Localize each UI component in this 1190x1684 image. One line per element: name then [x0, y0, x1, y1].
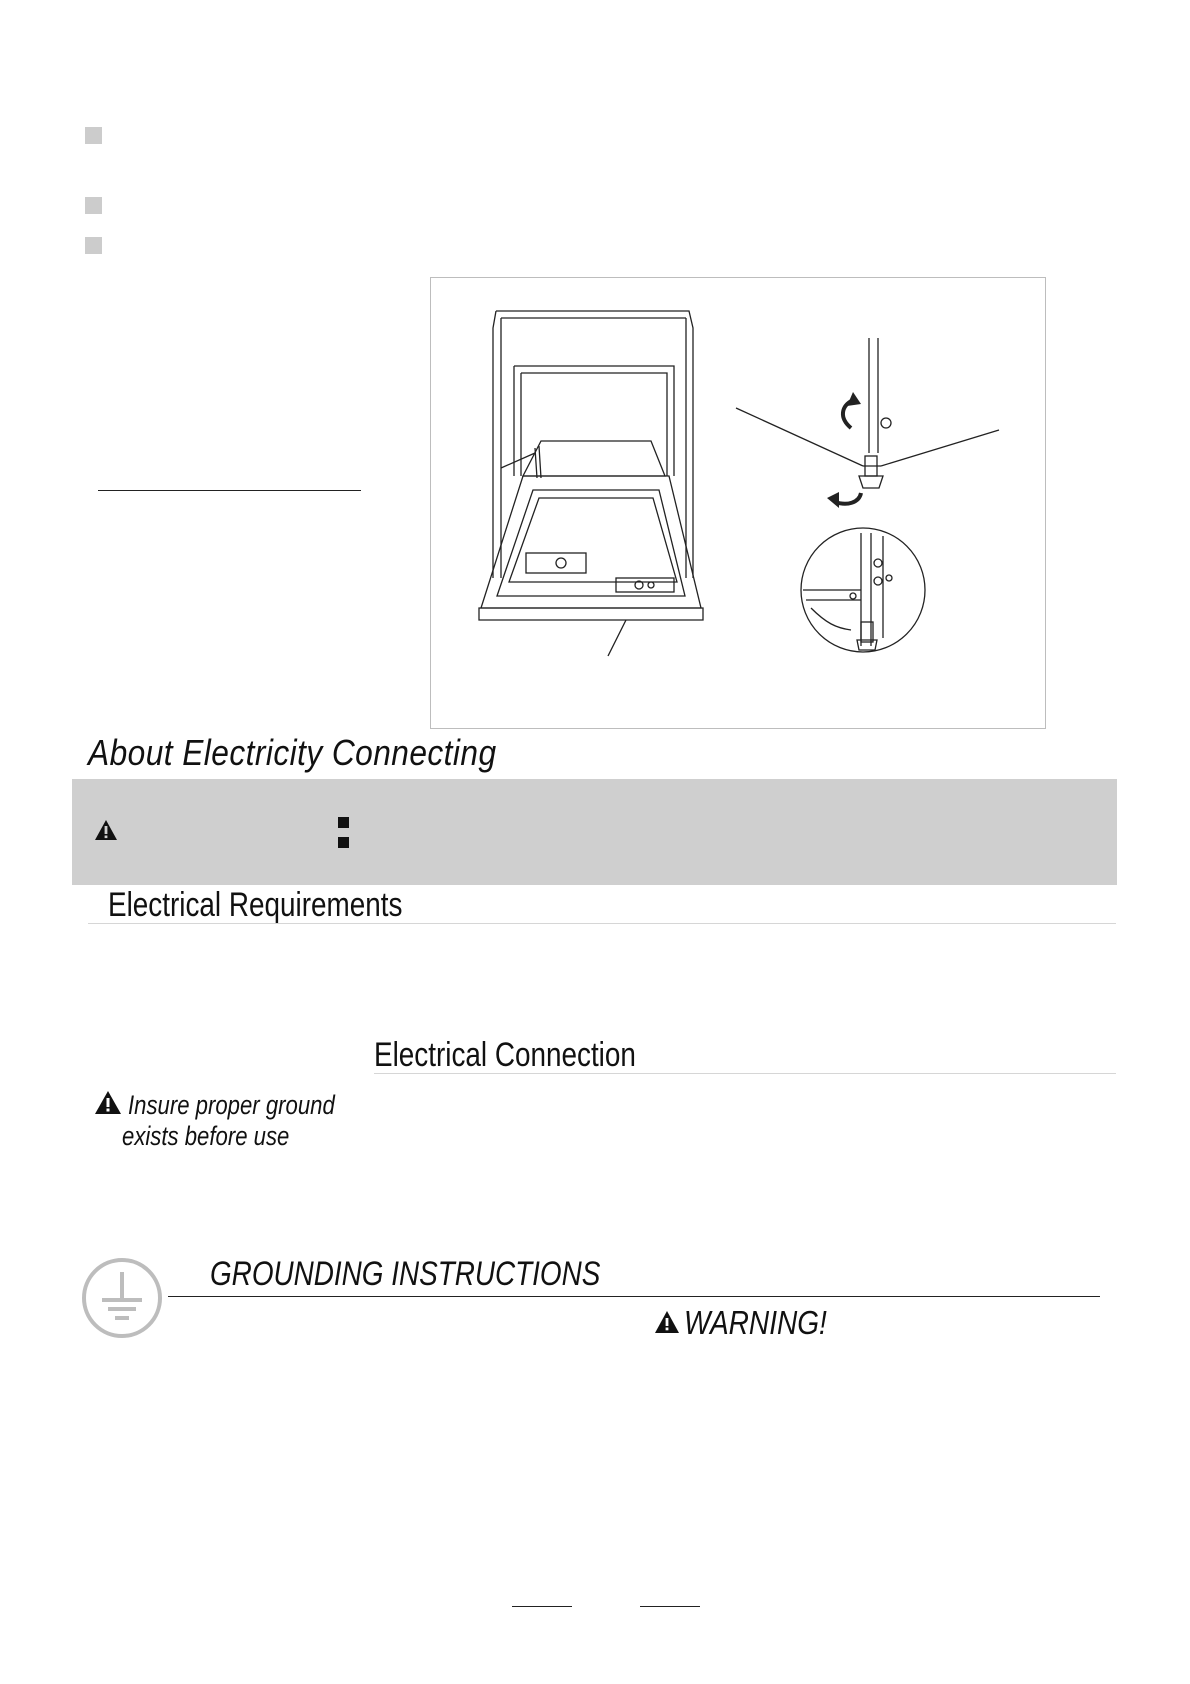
section-title-grounding: GROUNDING INSTRUCTIONS [210, 1255, 601, 1293]
warning-banner [72, 779, 1117, 885]
section-title-requirements: Electrical Requirements [108, 886, 403, 924]
section-title-connection: Electrical Connection [374, 1036, 636, 1074]
divider [98, 490, 361, 491]
levelling-diagram [430, 277, 1046, 729]
warning-triangle-icon [94, 1090, 122, 1115]
warning-triangle-icon [94, 819, 118, 841]
divider [168, 1296, 1100, 1297]
footer-rule-right [640, 1606, 700, 1607]
square-bullet-icon [85, 237, 102, 254]
square-bullet-icon [85, 127, 102, 144]
square-bullet-icon [85, 197, 102, 214]
ground-note-line-1: Insure proper ground [128, 1090, 335, 1120]
divider [374, 1073, 1116, 1074]
warning-triangle-icon [654, 1310, 680, 1334]
section-title-electricity: About Electricity Connecting [88, 732, 497, 773]
square-marker-icon [338, 837, 349, 848]
square-marker-icon [338, 817, 349, 828]
dishwasher-illustration [431, 278, 1045, 728]
ground-symbol-icon [80, 1256, 164, 1340]
warning-label: WARNING! [684, 1304, 827, 1341]
divider [88, 923, 1116, 924]
footer-rule-left [512, 1606, 572, 1607]
ground-note-line-2: exists before use [122, 1121, 290, 1151]
